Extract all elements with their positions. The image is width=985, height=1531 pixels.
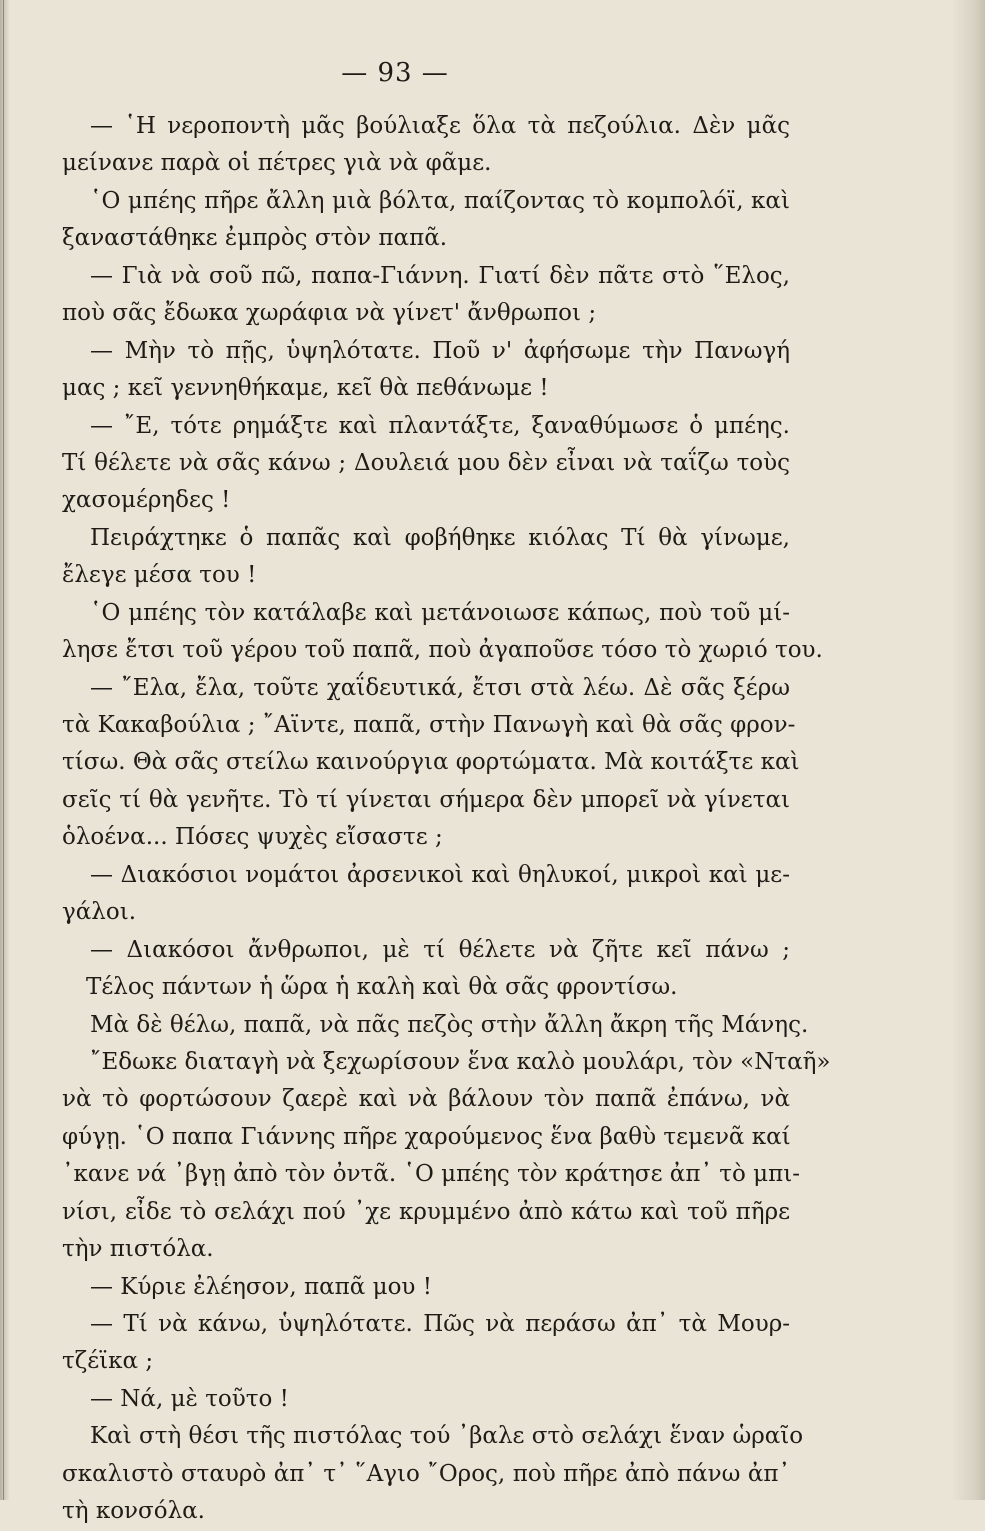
body-text [62, 108, 831, 1531]
text-line: ὁλοένα... Πόσες ψυχὲς εἴσαστε ; [62, 824, 443, 851]
text-line: — Γιὰ νὰ σοῦ πῶ, παπα-Γιάννη. Γιατί δὲν πᾶτε στὸ ῞Ελος, [90, 262, 790, 289]
text-line: Πειράχτηκε ὁ παπᾶς καὶ φοβήθηκε κιόλας Τί θὰ γίνωμε, [90, 524, 790, 551]
page-number: — 93 — [341, 58, 449, 88]
text-line: Τί θέλετε νὰ σᾶς κάνω ; Δουλειά μου δὲν εἶναι νὰ ταΐζω τοὺς [62, 449, 790, 476]
page-binding-edge [0, 0, 10, 1500]
text-line: σεῖς τί θὰ γενῆτε. Τὸ τί γίνεται σήμερα δὲν μπορεῖ νὰ γίνεται [62, 786, 790, 813]
text-line: μας ; κεῖ γεννηθήκαμε, κεῖ θὰ πεθάνωμε ! [62, 375, 549, 402]
text-line: Καὶ στὴ θέσι τῆς πιστόλας τού ᾽βαλε στὸ σελάχι ἕναν ὡραῖο [90, 1423, 804, 1450]
text-line: τίσω. Θὰ σᾶς στείλω καινούργια φορτώματα. Μὰ κοιτάξτε καὶ [62, 749, 800, 776]
text-line: μείνανε παρὰ οἱ πέτρες γιὰ νὰ φᾶμε. [62, 150, 492, 177]
text-line: γάλοι. [62, 899, 137, 926]
text-line: χασομέρηδες ! [62, 487, 231, 514]
text-line: — ῾Η νεροποντὴ μᾶς βούλιαξε ὅλα τὰ πεζούλια. Δὲν μᾶς [90, 113, 790, 139]
text-line: νὰ τὸ φορτώσουν ζαερὲ καὶ νὰ βάλουν τὸν παπᾶ ἐπάνω, νὰ [62, 1086, 790, 1113]
text-line: τὴν πιστόλα. [62, 1236, 214, 1263]
page-outer-edge [951, 0, 985, 1500]
text-line: νίσι, εἶδε τὸ σελάχι πού ᾽χε κρυμμένο ἀπὸ κάτω καὶ τοῦ πῆρε [62, 1198, 790, 1225]
text-line: τὴ κονσόλα. [62, 1498, 205, 1525]
text-line: ἔλεγε μέσα του ! [62, 562, 257, 589]
text-line: ποὺ σᾶς ἔδωκα χωράφια νὰ γίνετ' ἄνθρωποι ; [62, 300, 597, 327]
text-line: — ῎Ε, τότε ρημάξτε καὶ πλαντάξτε, ξαναθύμωσε ὁ μπέης. [90, 412, 790, 439]
text-line: — Μὴν τὸ πῇς, ὑψηλότατε. Ποῦ ν' ἀφήσωμε τὴν Πανωγή [90, 337, 790, 364]
text-line: — Διακόσιοι νομάτοι ἀρσενικοὶ καὶ θηλυκοί, μικροὶ καὶ με- [90, 861, 790, 888]
text-line: σκαλιστὸ σταυρὸ ἀπ᾽ τ᾽ ῞Αγιο ῎Ορος, ποὺ πῆρε ἀπὸ πάνω ἀπ᾽ [62, 1460, 790, 1487]
text-line: ῾Ο μπέης τὸν κατάλαβε καὶ μετάνοιωσε κάπως, ποὺ τοῦ μί- [90, 599, 790, 626]
text-line: — ῎Ελα, ἔλα, τοῦτε χαΐδευτικά, ἔτσι στὰ λέω. Δὲ σᾶς ξέρω [90, 674, 790, 701]
text-line: φύγῃ. ῾Ο παπα Γιάννης πῆρε χαρούμενος ἕνα βαθὺ τεμενᾶ καί [62, 1123, 791, 1150]
text-line: ξαναστάθηκε ἐμπρὸς στὸν παπᾶ. [62, 225, 448, 252]
text-line: ῎Εδωκε διαταγὴ νὰ ξεχωρίσουν ἕνα καλὸ μουλάρι, τὸν «Νταῆ» [90, 1048, 831, 1075]
text-line: — Κύριε ἐλέησον, παπᾶ μου ! [90, 1273, 432, 1300]
text-line: Τέλος πάντων ἡ ὥρα ἡ καλὴ καὶ θὰ σᾶς φροντίσω. [86, 974, 678, 1001]
text-line: — Νά, μὲ τοῦτο ! [90, 1385, 289, 1412]
text-line: ῾Ο μπέης πῆρε ἄλλη μιὰ βόλτα, παίζοντας τὸ κομπολόϊ, καὶ [90, 187, 790, 214]
text-line: ᾽κανε νά ᾽βγῃ ἀπὸ τὸν ὀντᾶ. ῾Ο μπέης τὸν κράτησε ἀπ᾽ τὸ μπι- [62, 1161, 800, 1188]
text-line: λησε ἔτσι τοῦ γέρου τοῦ παπᾶ, ποὺ ἀγαποῦσε τόσο τὸ χωριό του. [62, 637, 823, 664]
text-line: τὰ Κακαβούλια ; ῎Αϊντε, παπᾶ, στὴν Πανωγὴ καὶ θὰ σᾶς φρον- [62, 712, 796, 738]
text-line: τζέϊκα ; [62, 1348, 154, 1375]
text-line: — Τί νὰ κάνω, ὑψηλότατε. Πῶς νὰ περάσω ἀπ᾽ τὰ Μουρ- [90, 1311, 790, 1337]
text-line: Μὰ δὲ θέλω, παπᾶ, νὰ πᾶς πεζὸς στὴν ἄλλη ἄκρη τῆς Μάνης. [90, 1011, 809, 1038]
text-line: — Διακόσοι ἄνθρωποι, μὲ τί θέλετε νὰ ζῆτε κεῖ πάνω ; [90, 936, 790, 963]
